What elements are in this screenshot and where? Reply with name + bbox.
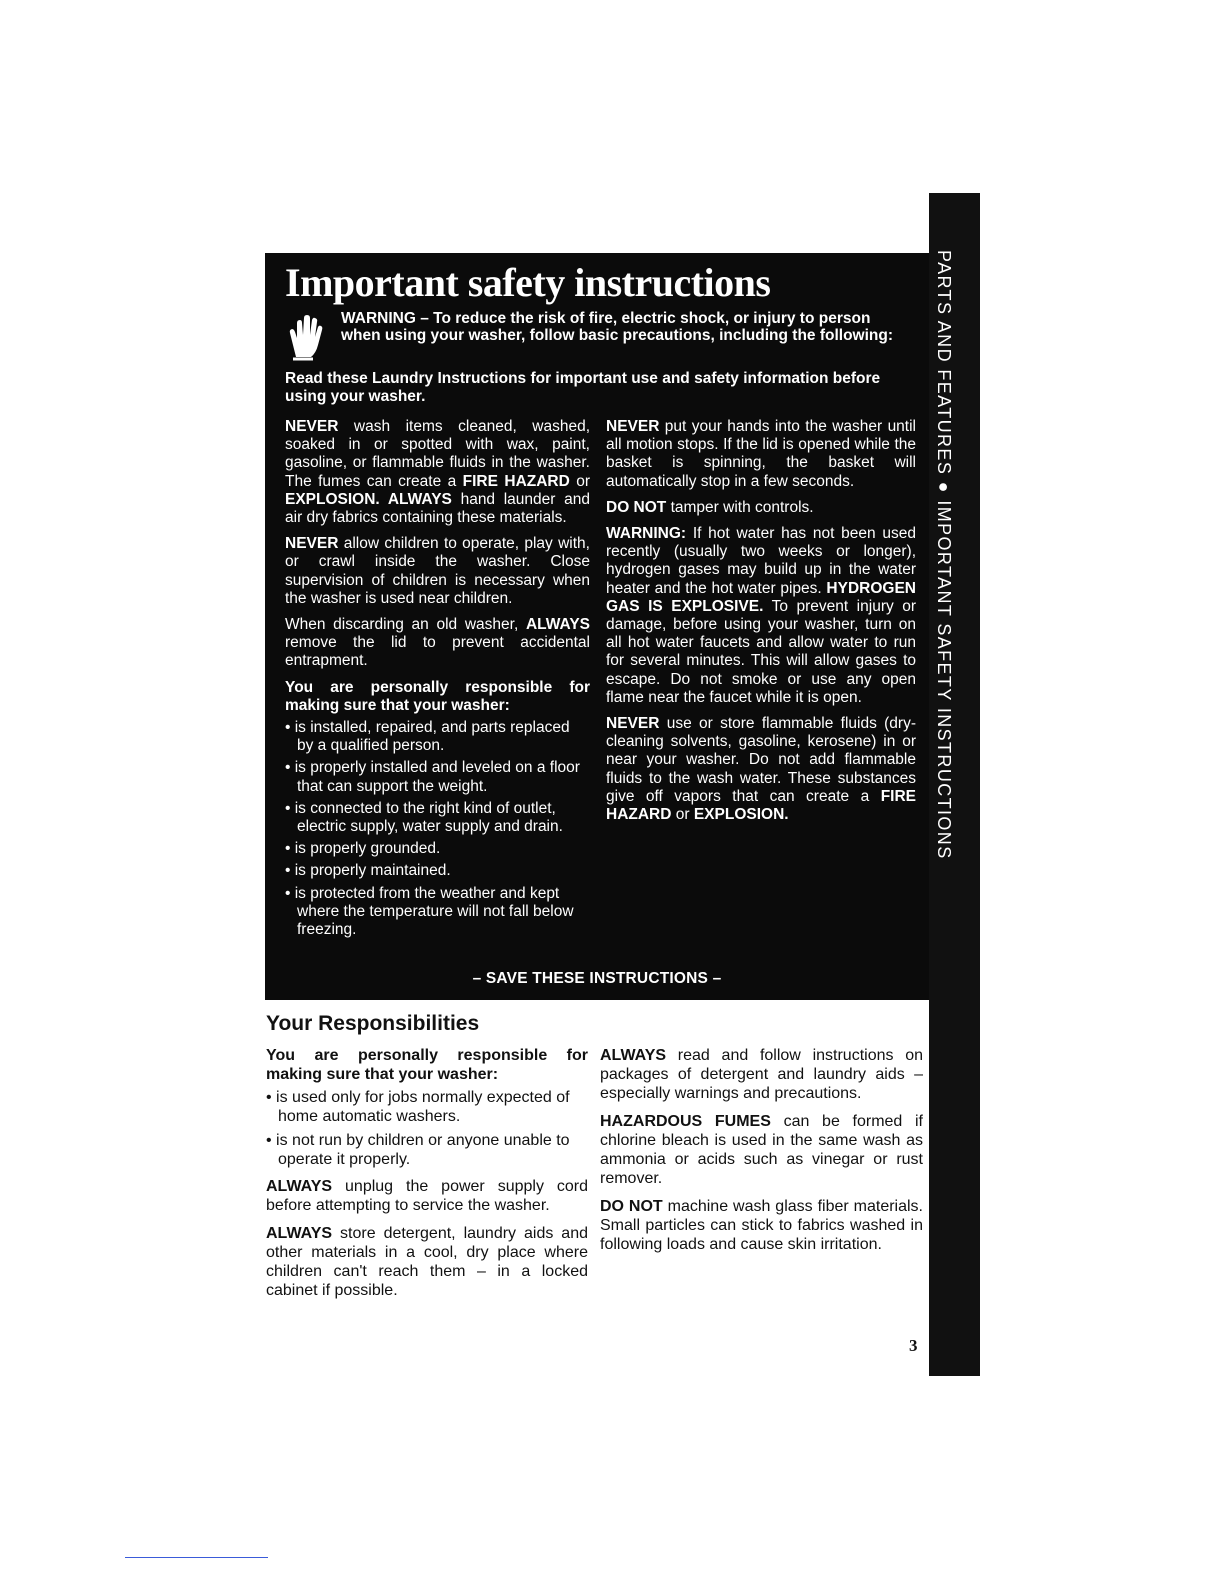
- warning-text: WARNING – To reduce the risk of fire, electric shock, or injury to person when using your washer, follow basic precautions, including the following:: [341, 310, 894, 344]
- keyword: ALWAYS: [525, 616, 590, 634]
- responsibility-list: [285, 719, 590, 939]
- responsibility-paragraph: [266, 1177, 588, 1215]
- safety-paragraph: [606, 715, 916, 824]
- list-item: • is installed, repaired, and parts replaced by a qualified person.: [285, 719, 570, 755]
- paragraph-text: wash items cleaned, washed, soaked in or spotted with wax, paint, gasoline, or flammable fluids in the washer. The fumes can create a: [285, 418, 590, 490]
- responsibility-paragraph: [600, 1197, 923, 1254]
- paragraph-text: tamper with controls.: [666, 498, 814, 516]
- keyword: EXPLOSION.: [693, 806, 789, 824]
- list-item: • is used only for jobs normally expected of home automatic washers.: [266, 1089, 570, 1125]
- side-tab-label: PARTS AND FEATURES ● IMPORTANT SAFETY INSTRUCTIONS: [934, 250, 954, 860]
- paragraph-text: If hot water has not been used recently (usually two weeks or longer), hydrogen gases may build up in the water heater and the hot water pipes.: [606, 525, 916, 597]
- paragraph-text: unplug the power supply cord before attempting to service the washer.: [266, 1178, 588, 1214]
- paragraph-text: read and follow instructions on packages of detergent and laundry aids – especially warnings and precautions.: [600, 1047, 923, 1102]
- paragraph-text: or: [671, 806, 694, 824]
- warning-hand-icon: [283, 311, 327, 365]
- keyword: WARNING:: [606, 525, 687, 543]
- paragraph-text: use or store flammable fluids (dry-cleaning solvents, gasoline, kerosene) in or near your washer. Do not add flammable fluids to the wash water. These substances give off vapors that can create a: [606, 715, 916, 805]
- paragraph-text: When discarding an old washer,: [285, 616, 526, 634]
- paragraph-text: store detergent, laundry aids and other materials in a cool, dry place where children can't reach them – in a locked cabinet if possible.: [266, 1225, 588, 1299]
- paragraph-text: allow children to operate, play with, or crawl inside the washer. Close supervision of children is necessary when the washer is used near children.: [285, 535, 590, 607]
- responsibilities-right-column: [600, 1046, 923, 1263]
- paragraph-text: machine wash glass fiber materials. Small particles can stick to fabrics washed in following loads and cause skin irritation.: [600, 1198, 923, 1253]
- keyword: EXPLOSION. ALWAYS: [285, 490, 452, 508]
- list-item: • is not run by children or anyone unable to operate it properly.: [266, 1132, 570, 1168]
- paragraph-text: To prevent injury or damage, before using your washer, turn on all hot water faucets and allow water to run for several minutes. This will allow gases to escape. Do not smoke or use any open flame near the faucet while it is open.: [606, 597, 917, 706]
- keyword: NEVER: [606, 418, 660, 435]
- safety-right-column: [606, 418, 916, 832]
- responsibility-heading: [285, 679, 590, 715]
- keyword: DO NOT: [600, 1198, 663, 1215]
- paragraph-text: put your hands into the washer until all motion stops. If the lid is opened while the basket is spinning, the basket will automatically stop in a few seconds.: [606, 418, 916, 490]
- keyword: ALWAYS: [600, 1047, 667, 1064]
- save-instructions: – SAVE THESE INSTRUCTIONS –: [472, 970, 722, 987]
- keyword: DO NOT: [606, 498, 667, 516]
- safety-paragraph: [285, 616, 590, 671]
- responsibility-paragraph: [600, 1112, 923, 1188]
- keyword: NEVER: [606, 715, 660, 733]
- keyword: FIRE HAZARD: [606, 787, 916, 824]
- safety-paragraph: [606, 418, 916, 491]
- safety-left-column: [285, 418, 590, 943]
- keyword: NEVER: [285, 535, 339, 553]
- responsibilities-title: Your Responsibilities: [266, 1012, 480, 1035]
- keyword: ALWAYS: [266, 1225, 333, 1242]
- paragraph-text: can be formed if chlorine bleach is used in the same wash as ammonia or acids such as vinegar or rust remover.: [600, 1113, 924, 1187]
- paragraph-text: or: [569, 472, 591, 490]
- responsibilities-left-column: [266, 1046, 588, 1309]
- responsibility-heading: [266, 1046, 588, 1084]
- page-number: 3: [909, 1336, 918, 1355]
- keyword: FIRE HAZARD: [462, 472, 570, 490]
- safety-title: Important safety instructions: [285, 260, 771, 305]
- responsibility-paragraph: [600, 1046, 923, 1103]
- safety-paragraph: [606, 525, 916, 707]
- keyword: HYDROGEN GAS IS EXPLOSIVE.: [606, 579, 916, 615]
- list-item: • is properly maintained.: [285, 862, 451, 880]
- safety-instructions-box: [265, 253, 929, 1000]
- heading-text: You are personally responsible for making sure that your washer:: [266, 1047, 588, 1083]
- list-item: • is protected from the weather and kept where the temperature will not fall below freezing.: [285, 884, 574, 939]
- heading-text: You are personally responsible for making sure that your washer:: [285, 678, 590, 714]
- safety-paragraph: [285, 418, 590, 527]
- footnote-rule: [125, 1557, 268, 1558]
- safety-paragraph: [285, 535, 590, 608]
- responsibility-paragraph: [266, 1224, 588, 1300]
- list-item: • is properly grounded.: [285, 840, 441, 858]
- list-item: • is properly installed and leveled on a floor that can support the weight.: [285, 759, 580, 795]
- safety-paragraph: [606, 499, 916, 517]
- paragraph-text: remove the lid to prevent accidental entrapment.: [285, 634, 590, 670]
- list-item: • is connected to the right kind of outlet, electric supply, water supply and drain.: [285, 799, 563, 836]
- keyword: ALWAYS: [266, 1178, 333, 1195]
- keyword: HAZARDOUS FUMES: [600, 1113, 771, 1130]
- paragraph-text: hand launder and air dry fabrics containing these materials.: [285, 490, 590, 527]
- keyword: NEVER: [285, 418, 339, 435]
- read-note: Read these Laundry Instructions for important use and safety information before using your washer.: [285, 370, 881, 405]
- responsibility-list: [266, 1088, 588, 1169]
